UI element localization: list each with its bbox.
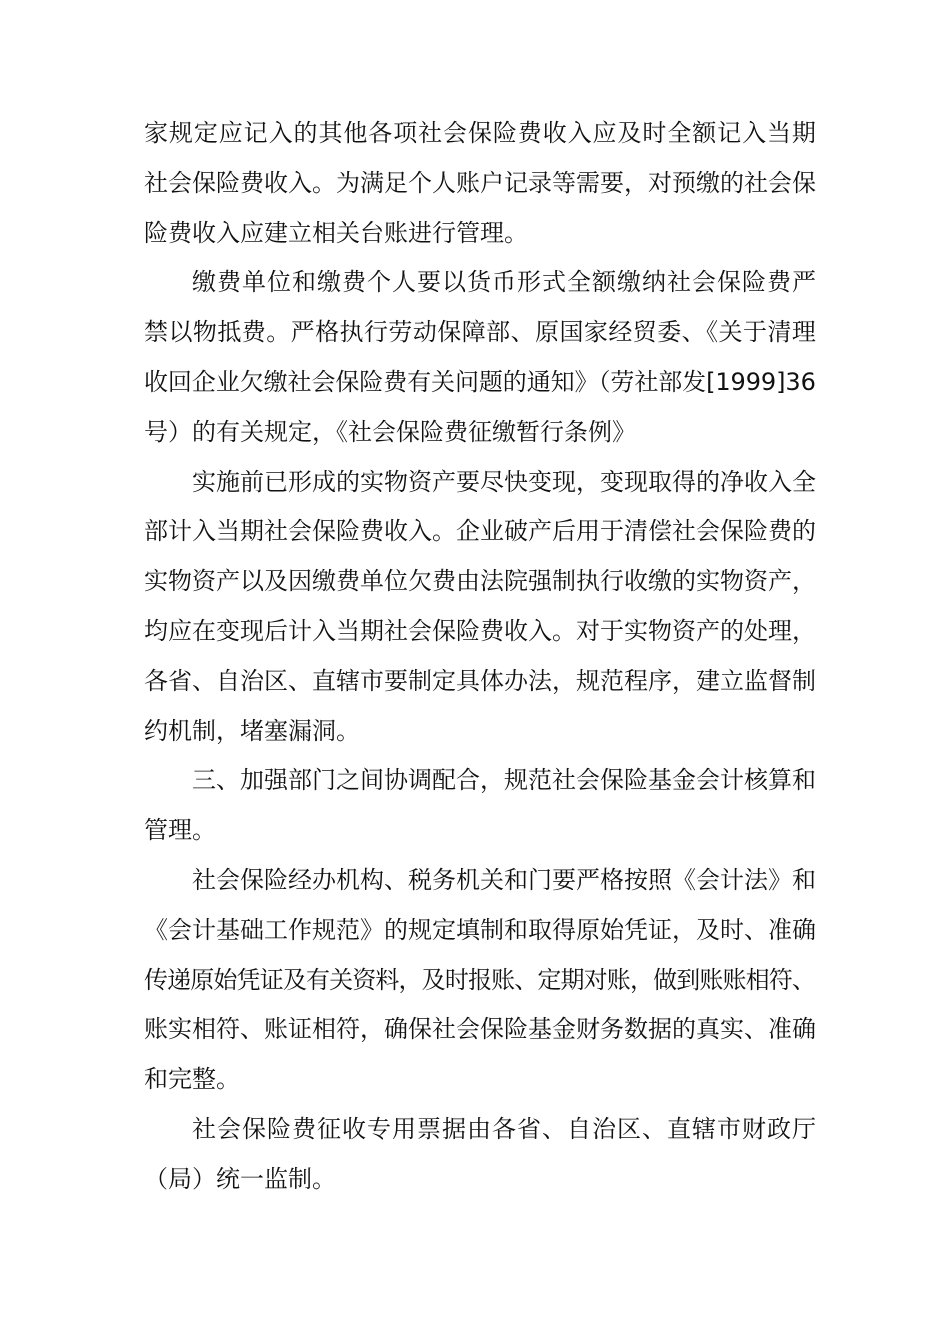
text-line: 禁以物抵费。严格执行劳动保障部、原国家经贸委、《关于清理 [144,318,817,347]
text-line: 《会计基础工作规范》的规定填制和取得原始凭证，及时、准确 [144,915,816,944]
text-line: （局）统一监制。 [144,1164,336,1193]
text-line: 收回企业欠缴社会保险费有关问题的通知》（劳社部发[1999]36 [144,367,816,396]
document-body [144,109,816,1205]
text-line: 约机制，堵塞漏洞。 [144,716,360,745]
text-line: 社会保险费收入。为满足个人账户记录等需要，对预缴的社会保 [144,168,816,197]
text-line: 各省、自治区、直辖市要制定具体办法，规范程序，建立监督制 [144,666,816,695]
text-line: 实施前已形成的实物资产要尽快变现，变现取得的净收入全 [192,467,816,496]
text-line: 均应在变现后计入当期社会保险费收入。对于实物资产的处理， [144,616,816,645]
text-line: 部计入当期社会保险费收入。企业破产后用于清偿社会保险费的 [144,517,816,546]
text-line: 账实相符、账证相符，确保社会保险基金财务数据的真实、准确 [144,1015,816,1044]
text-line: 社会保险经办机构、税务机关和门要严格按照《会计法》和 [192,865,816,894]
text-line: 号）的有关规定，《社会保险费征缴暂行条例》 [144,417,636,446]
text-line: 险费收入应建立相关台账进行管理。 [144,218,528,247]
text-line: 和完整。 [144,1065,240,1094]
text-line: 家规定应记入的其他各项社会保险费收入应及时全额记入当期 [144,119,817,147]
text-line: 传递原始凭证及有关资料，及时报账、定期对账，做到账账相符、 [144,965,816,994]
text-line: 缴费单位和缴费个人要以货币形式全额缴纳社会保险费严 [192,268,817,297]
text-line: 管理。 [144,816,216,845]
text-line: 实物资产以及因缴费单位欠费由法院强制执行收缴的实物资产， [144,567,816,596]
text-line: 三、加强部门之间协调配合，规范社会保险基金会计核算和 [192,766,816,795]
text-line: 社会保险费征收专用票据由各省、自治区、直辖市财政厅 [192,1114,817,1143]
